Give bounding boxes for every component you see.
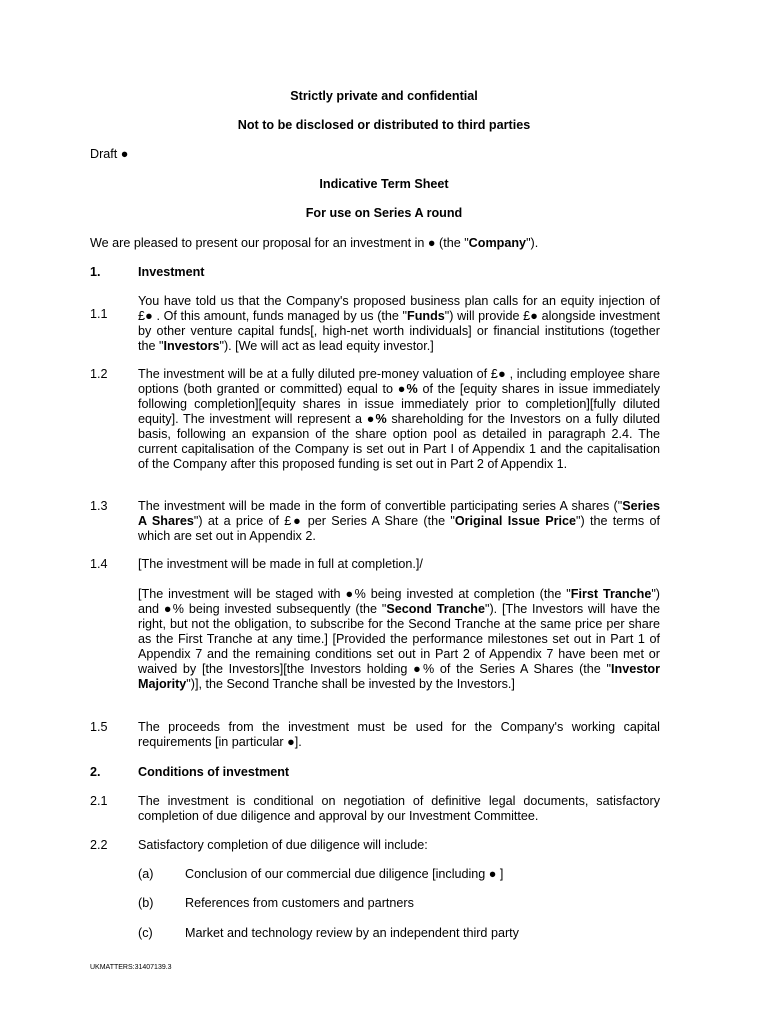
section-1-heading: Investment (138, 265, 205, 279)
list-item-c-label: (c) (138, 926, 153, 940)
clause-2-2-text: Satisfactory completion of due diligence will include: (138, 838, 428, 852)
list-item-b-label: (b) (138, 896, 154, 910)
clause-1-3-text: The investment will be made in the form of convertible participating series A shares ("Series A Shares") at a price of £● per Series A Share (the "Original Issue Price") the terms of which are set out in Appendix 2. (138, 499, 660, 543)
clause-2-2-number: 2.2 (90, 838, 108, 852)
clause-1-1-number: 1.1 (90, 306, 108, 321)
document-reference-footer: UKMATTERS:31407139.3 (90, 964, 172, 971)
confidential-notice: Strictly private and confidential (290, 89, 478, 103)
list-item-a-label: (a) (138, 867, 154, 881)
clause-2-1-text: The investment is conditional on negotiation of definitive legal documents, satisfactory completion of due diligence and approval by our Investment Committee. (138, 794, 660, 823)
document-subtitle: For use on Series A round (305, 206, 463, 220)
clause-1-5-number: 1.5 (90, 720, 108, 734)
section-2-number: 2. (90, 765, 101, 779)
disclosure-notice: Not to be disclosed or distributed to third parties (237, 118, 531, 132)
list-item-b-text: References from customers and partners (185, 896, 414, 910)
clause-1-2-number: 1.2 (90, 367, 108, 381)
clause-1-4-alternative-text: [The investment will be staged with ●% being invested at completion (the "First Tranche") and ●% being invested subsequently (the "Second Tranche"). [The Investors will have the right, but not the obligation, to subscribe for the Second Tranche at the same price per share as the First Tranche at any time.] [Provided the performance milestones set out in Part 1 of Appendix 7 and the remaining conditions set out in Part 2 of Appendix 7 have been met or waived by [the Investors][the Investors holding ●% of the Series A Shares (the "Investor Majority")], the Second Tranche shall be invested by the Investors.] (138, 587, 660, 691)
clause-1-5-text: The proceeds from the investment must be used for the Company's working capital requirements [in particular ●]. (138, 720, 660, 749)
clause-1-3-number: 1.3 (90, 499, 108, 513)
section-1-number: 1. (90, 265, 101, 279)
list-item-c-text: Market and technology review by an independent third party (185, 926, 519, 940)
list-item-a-text: Conclusion of our commercial due diligence [including ● ] (185, 867, 504, 881)
clause-2-1-number: 2.1 (90, 794, 108, 808)
clause-1-2-text: The investment will be at a fully diluted pre-money valuation of £● , including employee share options (both granted or committed) equal to ●% of the [equity shares in issue immediately following completion][equity shares in issue immediately prior to completion][fully diluted equity]. The investment will represent a ●% shareholding for the Investors on a fully diluted basis, following an expansion of the share option pool as detailed in paragraph 2.4. The current capitalisation of the Company is set out in Part I of Appendix 1 and the capitalisation of the Company after this proposed funding is set out in Part 2 of Appendix 1. (138, 367, 660, 471)
document-title: Indicative Term Sheet (319, 177, 449, 191)
intro-paragraph: We are pleased to present our proposal for an investment in ● (the "Company"). (90, 236, 539, 250)
section-2-heading: Conditions of investment (138, 765, 290, 779)
clause-1-1-text: You have told us that the Company's proposed business plan calls for an equity injection of £● . Of this amount, funds managed by us (the "Funds") will provide £● alongside investment by other venture capital funds[, high-net worth individuals] or financial institutions (together the "Investors"). [We will act as lead equity investor.] (138, 294, 660, 353)
draft-label: Draft ● (90, 147, 129, 161)
clause-1-4-number: 1.4 (90, 557, 108, 571)
clause-1-4-text: [The investment will be made in full at completion.]/ (138, 557, 423, 571)
